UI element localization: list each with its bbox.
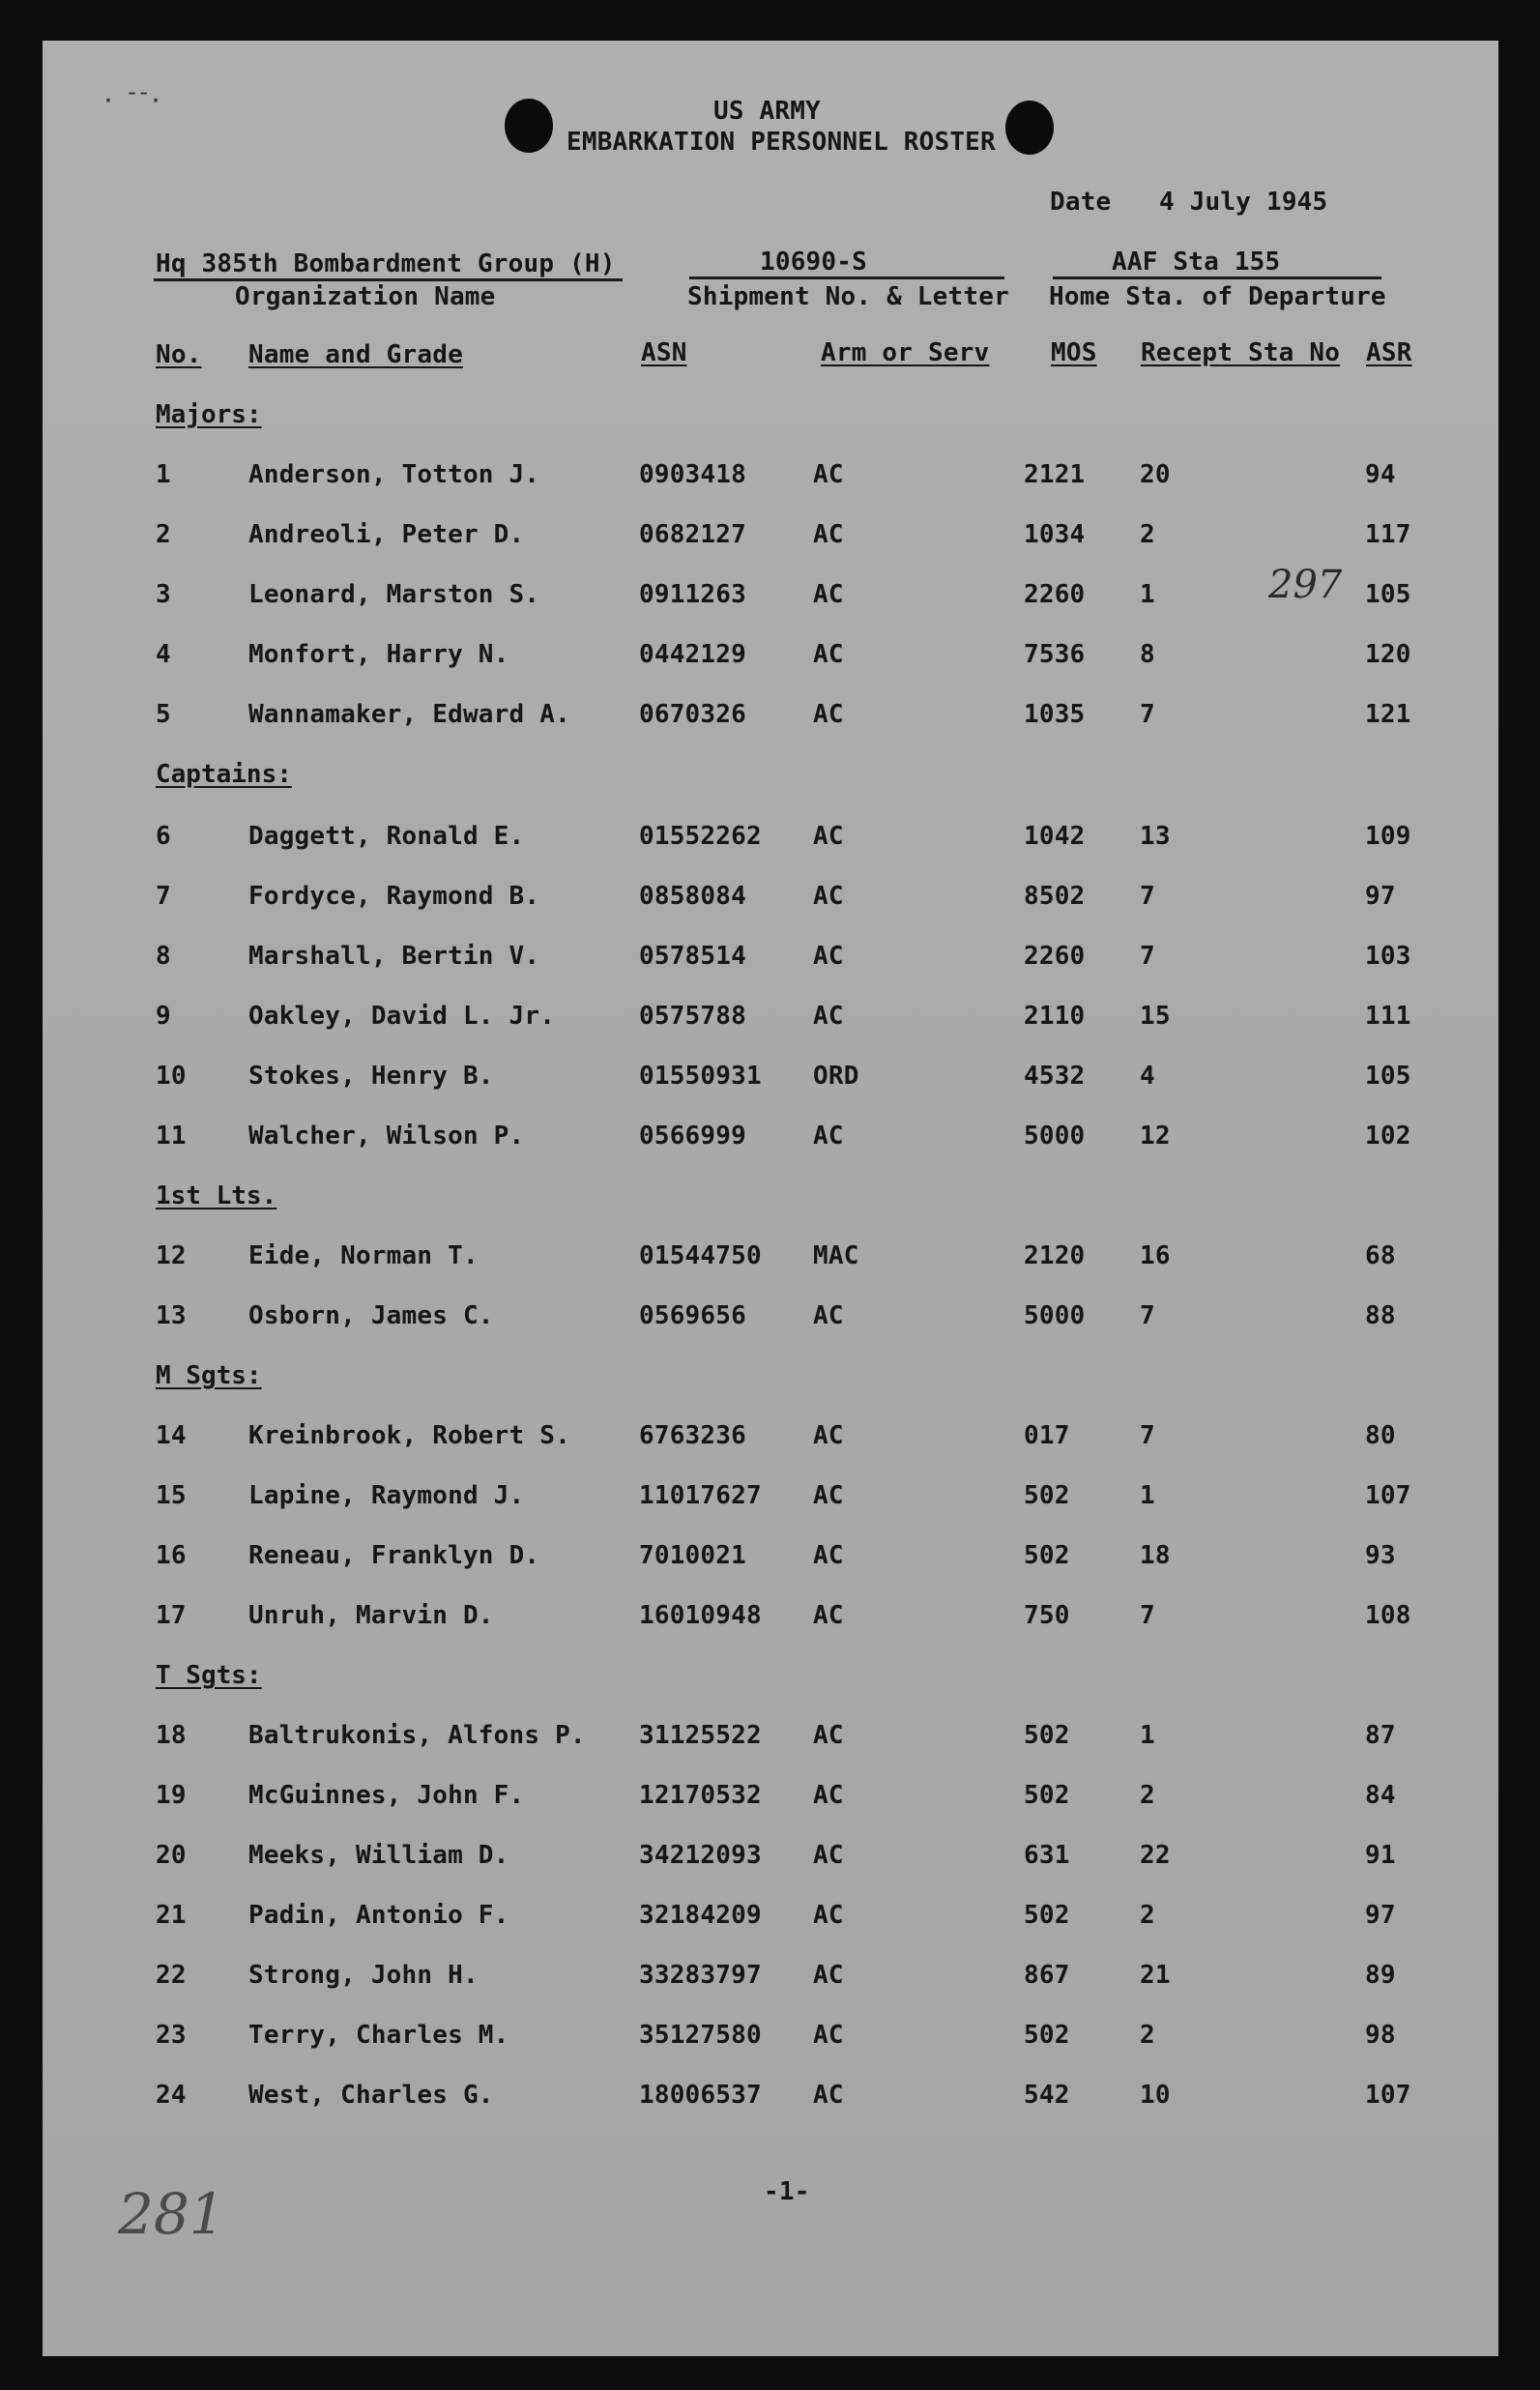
cell-asr: 97: [1365, 1901, 1396, 1930]
cell-arm: AC: [813, 1481, 844, 1510]
cell-name: Andreoli, Peter D.: [248, 520, 525, 549]
punch-hole-left: [505, 99, 553, 153]
column-header-name: Name and Grade: [248, 340, 463, 369]
corner-mark: · ˉˉ·: [102, 89, 162, 112]
punch-hole-right: [1005, 101, 1054, 155]
table-row: [43, 1241, 1498, 1280]
cell-mos: 631: [1024, 1841, 1070, 1870]
table-row: [43, 1062, 1498, 1100]
cell-asn: 01544750: [639, 1241, 762, 1270]
table-row: [43, 1122, 1498, 1160]
cell-mos: 2121: [1024, 460, 1086, 489]
cell-no: 19: [156, 1781, 187, 1810]
cell-asn: 0911263: [639, 580, 746, 609]
cell-asn: 0578514: [639, 942, 746, 971]
cell-name: Monfort, Harry N.: [248, 640, 509, 669]
cell-asr: 84: [1365, 1781, 1396, 1810]
cell-no: 4: [156, 640, 171, 669]
cell-arm: AC: [813, 1421, 844, 1450]
cell-no: 12: [156, 1241, 187, 1270]
cell-name: Anderson, Totton J.: [248, 460, 540, 489]
cell-asn: 7010021: [639, 1541, 746, 1570]
cell-name: Baltrukonis, Alfons P.: [248, 1721, 586, 1750]
cell-arm: AC: [813, 2021, 844, 2050]
cell-asr: 102: [1365, 1122, 1411, 1151]
title-line-2: EMBARKATION PERSONNEL ROSTER: [567, 128, 996, 157]
cell-asn: 35127580: [639, 2021, 762, 2050]
roster-page: [43, 41, 1498, 2356]
cell-asr: 91: [1365, 1841, 1396, 1870]
cell-mos: 502: [1024, 1901, 1070, 1930]
cell-mos: 502: [1024, 1541, 1070, 1570]
cell-recept: 12: [1140, 1122, 1171, 1151]
cell-asn: 18006537: [639, 2081, 762, 2110]
cell-mos: 542: [1024, 2081, 1070, 2110]
cell-no: 20: [156, 1841, 187, 1870]
cell-arm: AC: [813, 700, 844, 729]
cell-arm: AC: [813, 520, 844, 549]
cell-no: 10: [156, 1062, 187, 1091]
cell-asr: 103: [1365, 942, 1411, 971]
cell-recept: 7: [1140, 700, 1155, 729]
stamp-number: 297: [1268, 563, 1343, 607]
cell-name: Daggett, Ronald E.: [248, 822, 525, 851]
cell-arm: AC: [813, 1541, 844, 1570]
cell-arm: AC: [813, 882, 844, 911]
cell-asr: 97: [1365, 882, 1396, 911]
cell-asr: 108: [1365, 1601, 1411, 1630]
cell-recept: 7: [1140, 1421, 1155, 1450]
column-header-arm: Arm or Serv: [821, 338, 990, 367]
cell-asr: 105: [1365, 1062, 1411, 1091]
cell-asn: 0858084: [639, 882, 746, 911]
cell-no: 23: [156, 2021, 187, 2050]
cell-name: Walcher, Wilson P.: [248, 1122, 525, 1151]
cell-arm: AC: [813, 580, 844, 609]
cell-name: Strong, John H.: [248, 1961, 479, 1990]
cell-recept: 4: [1140, 1062, 1155, 1091]
table-row: [43, 1901, 1498, 1939]
cell-no: 17: [156, 1601, 187, 1630]
cell-no: 13: [156, 1301, 187, 1330]
table-row: [43, 882, 1498, 920]
section-title-captains: Captains:: [156, 760, 292, 789]
table-row: [43, 1721, 1498, 1760]
cell-asr: 89: [1365, 1961, 1396, 1990]
home-station-value: AAF Sta 155: [1112, 248, 1281, 277]
cell-asn: 11017627: [639, 1481, 762, 1510]
cell-arm: AC: [813, 822, 844, 851]
cell-mos: 017: [1024, 1421, 1070, 1450]
cell-name: Oakley, David L. Jr.: [248, 1002, 556, 1031]
cell-recept: 10: [1140, 2081, 1171, 2110]
cell-recept: 7: [1140, 1601, 1155, 1630]
cell-arm: MAC: [813, 1241, 859, 1270]
cell-recept: 1: [1140, 1721, 1155, 1750]
cell-arm: AC: [813, 1002, 844, 1031]
cell-recept: 2: [1140, 1781, 1155, 1810]
table-row: [43, 1541, 1498, 1580]
cell-arm: AC: [813, 1601, 844, 1630]
cell-mos: 2260: [1024, 580, 1086, 609]
cell-asn: 32184209: [639, 1901, 762, 1930]
cell-asr: 107: [1365, 1481, 1411, 1510]
home-station-rule: [1053, 277, 1381, 279]
cell-asr: 87: [1365, 1721, 1396, 1750]
cell-recept: 2: [1140, 1901, 1155, 1930]
cell-mos: 2110: [1024, 1002, 1086, 1031]
cell-recept: 13: [1140, 822, 1171, 851]
cell-asn: 6763236: [639, 1421, 746, 1450]
cell-recept: 8: [1140, 640, 1155, 669]
cell-name: Kreinbrook, Robert S.: [248, 1421, 570, 1450]
table-row: [43, 1601, 1498, 1640]
cell-asr: 105: [1365, 580, 1411, 609]
organization-label: Organization Name: [235, 282, 496, 311]
cell-name: Osborn, James C.: [248, 1301, 494, 1330]
section-title-master-sergeants: M Sgts:: [156, 1361, 262, 1390]
cell-recept: 1: [1140, 580, 1155, 609]
cell-asn: 16010948: [639, 1601, 762, 1630]
cell-no: 24: [156, 2081, 187, 2110]
cell-arm: AC: [813, 1781, 844, 1810]
table-row: [43, 2021, 1498, 2059]
cell-recept: 20: [1140, 460, 1171, 489]
table-row: [43, 942, 1498, 980]
cell-asr: 109: [1365, 822, 1411, 851]
cell-asr: 121: [1365, 700, 1411, 729]
cell-no: 14: [156, 1421, 187, 1450]
cell-name: Marshall, Bertin V.: [248, 942, 540, 971]
table-row: [43, 1002, 1498, 1040]
cell-mos: 1042: [1024, 822, 1086, 851]
cell-name: Lapine, Raymond J.: [248, 1481, 525, 1510]
column-header-mos: MOS: [1051, 338, 1097, 367]
cell-no: 21: [156, 1901, 187, 1930]
cell-asr: 107: [1365, 2081, 1411, 2110]
cell-asr: 68: [1365, 1241, 1396, 1270]
column-header-no: No.: [156, 340, 202, 369]
cell-recept: 2: [1140, 520, 1155, 549]
cell-name: West, Charles G.: [248, 2081, 494, 2110]
cell-asn: 0682127: [639, 520, 746, 549]
handwritten-note: 281: [118, 2181, 225, 2247]
cell-name: Terry, Charles M.: [248, 2021, 509, 2050]
table-row: [43, 1781, 1498, 1820]
cell-mos: 1035: [1024, 700, 1086, 729]
cell-arm: AC: [813, 1122, 844, 1151]
cell-asr: 80: [1365, 1421, 1396, 1450]
organization-value: Hq 385th Bombardment Group (H): [156, 249, 616, 278]
cell-no: 18: [156, 1721, 187, 1750]
page-number: -1-: [764, 2177, 810, 2206]
cell-name: McGuinnes, John F.: [248, 1781, 525, 1810]
cell-name: Stokes, Henry B.: [248, 1062, 494, 1091]
cell-mos: 502: [1024, 1781, 1070, 1810]
shipment-label: Shipment No. & Letter: [687, 282, 1009, 311]
table-row: [43, 1481, 1498, 1520]
cell-no: 3: [156, 580, 171, 609]
cell-asr: 94: [1365, 460, 1396, 489]
cell-name: Fordyce, Raymond B.: [248, 882, 540, 911]
shipment-value: 10690-S: [760, 248, 867, 277]
cell-asr: 120: [1365, 640, 1411, 669]
cell-mos: 2260: [1024, 942, 1086, 971]
cell-mos: 8502: [1024, 882, 1086, 911]
cell-recept: 16: [1140, 1241, 1171, 1270]
cell-asn: 34212093: [639, 1841, 762, 1870]
cell-recept: 18: [1140, 1541, 1171, 1570]
table-row: [43, 1961, 1498, 1999]
cell-mos: 2120: [1024, 1241, 1086, 1270]
date-label: Date: [1050, 188, 1112, 217]
cell-no: 7: [156, 882, 171, 911]
cell-asn: 0575788: [639, 1002, 746, 1031]
cell-arm: AC: [813, 1721, 844, 1750]
cell-arm: AC: [813, 1961, 844, 1990]
cell-recept: 2: [1140, 2021, 1155, 2050]
cell-no: 5: [156, 700, 171, 729]
cell-arm: AC: [813, 1901, 844, 1930]
cell-name: Unruh, Marvin D.: [248, 1601, 494, 1630]
table-row: [43, 822, 1498, 860]
cell-asn: 01550931: [639, 1062, 762, 1091]
cell-mos: 4532: [1024, 1062, 1086, 1091]
cell-arm: AC: [813, 942, 844, 971]
column-header-asr: ASR: [1366, 338, 1412, 367]
cell-no: 22: [156, 1961, 187, 1990]
cell-arm: AC: [813, 1301, 844, 1330]
cell-no: 16: [156, 1541, 187, 1570]
cell-arm: AC: [813, 640, 844, 669]
cell-name: Padin, Antonio F.: [248, 1901, 509, 1930]
table-row: [43, 1421, 1498, 1460]
cell-no: 8: [156, 942, 171, 971]
cell-no: 9: [156, 1002, 171, 1031]
cell-recept: 22: [1140, 1841, 1171, 1870]
cell-mos: 502: [1024, 2021, 1070, 2050]
table-row: [43, 640, 1498, 679]
cell-recept: 7: [1140, 882, 1155, 911]
cell-mos: 867: [1024, 1961, 1070, 1990]
cell-name: Reneau, Franklyn D.: [248, 1541, 540, 1570]
organization-rule: [154, 278, 623, 281]
shipment-rule: [689, 277, 1004, 279]
cell-asn: 12170532: [639, 1781, 762, 1810]
column-header-asn: ASN: [641, 338, 687, 367]
cell-mos: 502: [1024, 1721, 1070, 1750]
cell-no: 6: [156, 822, 171, 851]
column-header-recept: Recept Sta No: [1141, 338, 1341, 367]
cell-asn: 0903418: [639, 460, 746, 489]
cell-recept: 15: [1140, 1002, 1171, 1031]
section-title-majors: Majors:: [156, 400, 262, 429]
cell-asr: 88: [1365, 1301, 1396, 1330]
cell-asn: 01552262: [639, 822, 762, 851]
table-row: [43, 520, 1498, 559]
cell-name: Wannamaker, Edward A.: [248, 700, 570, 729]
table-row: [43, 2081, 1498, 2119]
cell-asn: 0670326: [639, 700, 746, 729]
cell-arm: AC: [813, 1841, 844, 1870]
section-title-technical-sergeants: T Sgts:: [156, 1661, 262, 1690]
cell-no: 1: [156, 460, 171, 489]
cell-name: Leonard, Marston S.: [248, 580, 540, 609]
cell-mos: 1034: [1024, 520, 1086, 549]
cell-recept: 7: [1140, 942, 1155, 971]
cell-mos: 5000: [1024, 1122, 1086, 1151]
title-line-1: US ARMY: [713, 97, 821, 126]
cell-no: 11: [156, 1122, 187, 1151]
cell-arm: AC: [813, 2081, 844, 2110]
cell-asr: 111: [1365, 1002, 1411, 1031]
date-value: 4 July 1945: [1159, 188, 1328, 217]
cell-no: 15: [156, 1481, 187, 1510]
cell-mos: 5000: [1024, 1301, 1086, 1330]
cell-asr: 98: [1365, 2021, 1396, 2050]
cell-asn: 31125522: [639, 1721, 762, 1750]
cell-asn: 0442129: [639, 640, 746, 669]
cell-no: 2: [156, 520, 171, 549]
cell-mos: 502: [1024, 1481, 1070, 1510]
cell-asn: 0566999: [639, 1122, 746, 1151]
cell-asn: 33283797: [639, 1961, 762, 1990]
cell-recept: 7: [1140, 1301, 1155, 1330]
table-row: [43, 1841, 1498, 1880]
cell-name: Eide, Norman T.: [248, 1241, 479, 1270]
home-station-label: Home Sta. of Departure: [1049, 282, 1386, 311]
table-row: [43, 700, 1498, 739]
cell-asr: 117: [1365, 520, 1411, 549]
cell-asr: 93: [1365, 1541, 1396, 1570]
table-row: [43, 460, 1498, 499]
cell-recept: 21: [1140, 1961, 1171, 1990]
section-title-first-lieutenants: 1st Lts.: [156, 1181, 277, 1210]
cell-arm: ORD: [813, 1062, 859, 1091]
cell-asn: 0569656: [639, 1301, 746, 1330]
cell-mos: 7536: [1024, 640, 1086, 669]
cell-arm: AC: [813, 460, 844, 489]
table-row: [43, 1301, 1498, 1340]
cell-recept: 1: [1140, 1481, 1155, 1510]
cell-mos: 750: [1024, 1601, 1070, 1630]
cell-name: Meeks, William D.: [248, 1841, 509, 1870]
